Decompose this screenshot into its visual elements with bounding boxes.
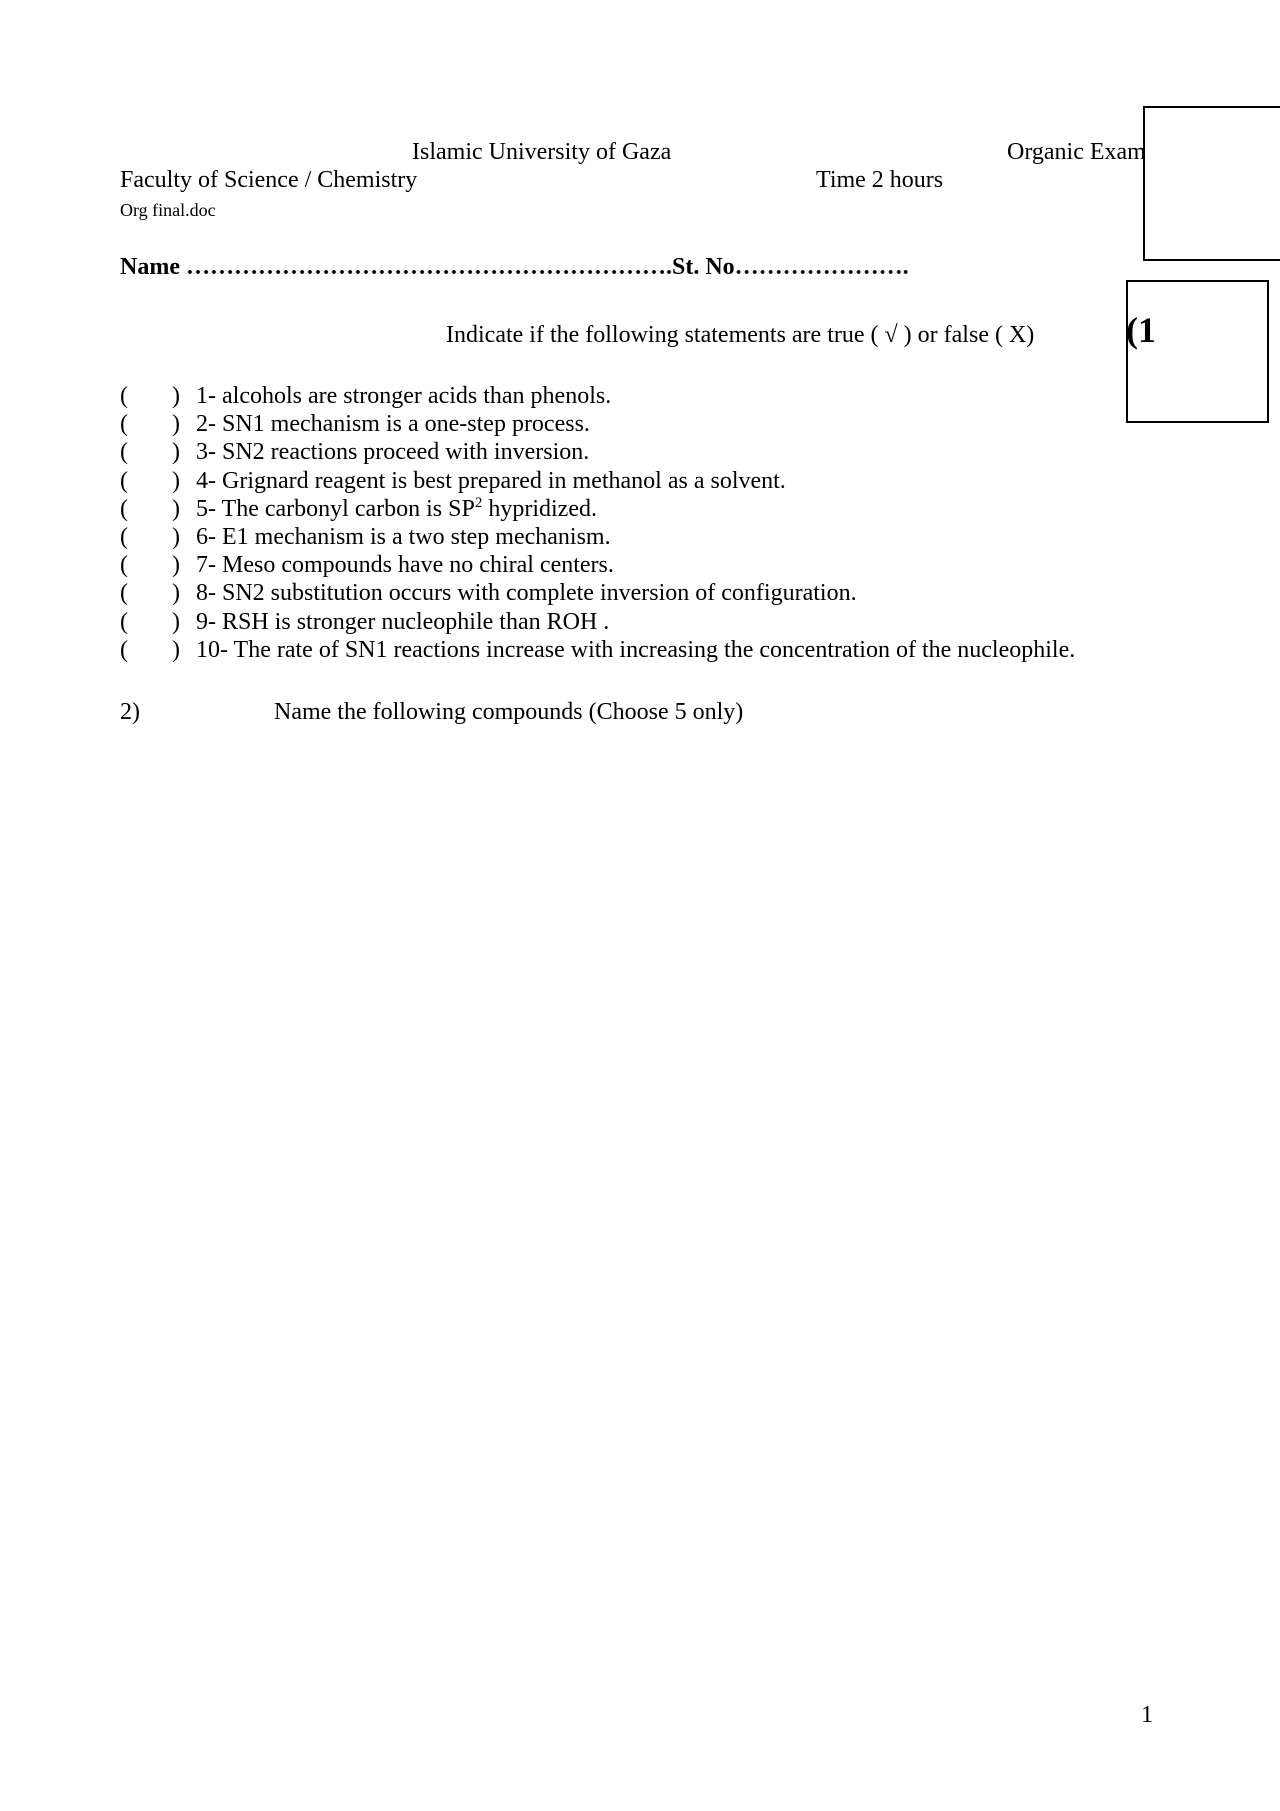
question-1-instruction: Indicate if the following statements are true ( √ ) or false ( X) xyxy=(446,322,1035,348)
list-item: ( ) 8- SN2 substitution occurs with complete inversion of configuration. xyxy=(120,580,857,607)
exam-title: Organic Exam xyxy=(1007,139,1146,165)
question-1-label: (1 xyxy=(1126,310,1156,350)
list-item: ( ) 9- RSH is stronger nucleophile than ROH . xyxy=(120,608,610,635)
document-filename: Org final.doc xyxy=(120,200,216,220)
list-item: ( ) 5- The carbonyl carbon is $SP^2$ hypridized. xyxy=(120,495,1220,523)
faculty-name: Faculty of Science / Chemistry xyxy=(120,167,418,193)
list-item: ( ) 6- E1 mechanism is a two step mechanism. xyxy=(120,523,611,550)
statement-text: 4- Grignard reagent is best prepared in methanol as a solvent. xyxy=(196,467,786,494)
question-2-number: 2) xyxy=(120,699,140,725)
student-number-field-label: .St. No…………………. xyxy=(665,254,909,280)
statement-text: 6- E1 mechanism is a two step mechanism. xyxy=(196,523,611,550)
statement-text: 8- SN2 substitution occurs with complete inversion of configuration. xyxy=(196,580,857,607)
list-item: ( ) 1- alcohols are stronger acids than phenols. xyxy=(120,383,612,409)
list-item: ( ) 10- The rate of SN1 reactions increase with increasing the concentration of the nucleophile. xyxy=(120,636,1076,663)
question-2-text: Name the following compounds (Choose 5 only) xyxy=(274,699,744,725)
list-item: ( ) 4- Grignard reagent is best prepared in methanol as a solvent. xyxy=(120,467,786,494)
list-item: ( ) 2- SN1 mechanism is a one-step process. xyxy=(120,411,590,438)
name-field-label: Name …………………………………………………… xyxy=(120,254,666,280)
student-info-line xyxy=(120,255,909,279)
true-false-list xyxy=(120,382,1220,664)
statement-text: 9- RSH is stronger nucleophile than ROH . xyxy=(196,608,610,635)
statement-text: 3- SN2 reactions proceed with inversion. xyxy=(196,439,590,466)
statement-text: 10- The rate of SN1 reactions increase with increasing the concentration of the nucleophile. xyxy=(196,636,1076,663)
statement-text: 2- SN1 mechanism is a one-step process. xyxy=(196,411,590,438)
exam-duration: Time 2 hours xyxy=(816,167,944,193)
statement-text: 1- alcohols are stronger acids than phenols. xyxy=(196,383,612,409)
statement-text: 5- The carbonyl carbon is $SP^2$ hypridized. xyxy=(196,494,597,522)
superscript: 2 xyxy=(474,494,483,511)
university-name: Islamic University of Gaza xyxy=(412,139,672,165)
list-item: ( ) 7- Meso compounds have no chiral centers. xyxy=(120,552,614,579)
score-box-top xyxy=(1143,106,1280,261)
list-item: ( ) 3- SN2 reactions proceed with inversion. xyxy=(120,439,590,466)
page-number: 1 xyxy=(1141,1702,1153,1728)
statement-text: 7- Meso compounds have no chiral centers. xyxy=(196,552,614,579)
